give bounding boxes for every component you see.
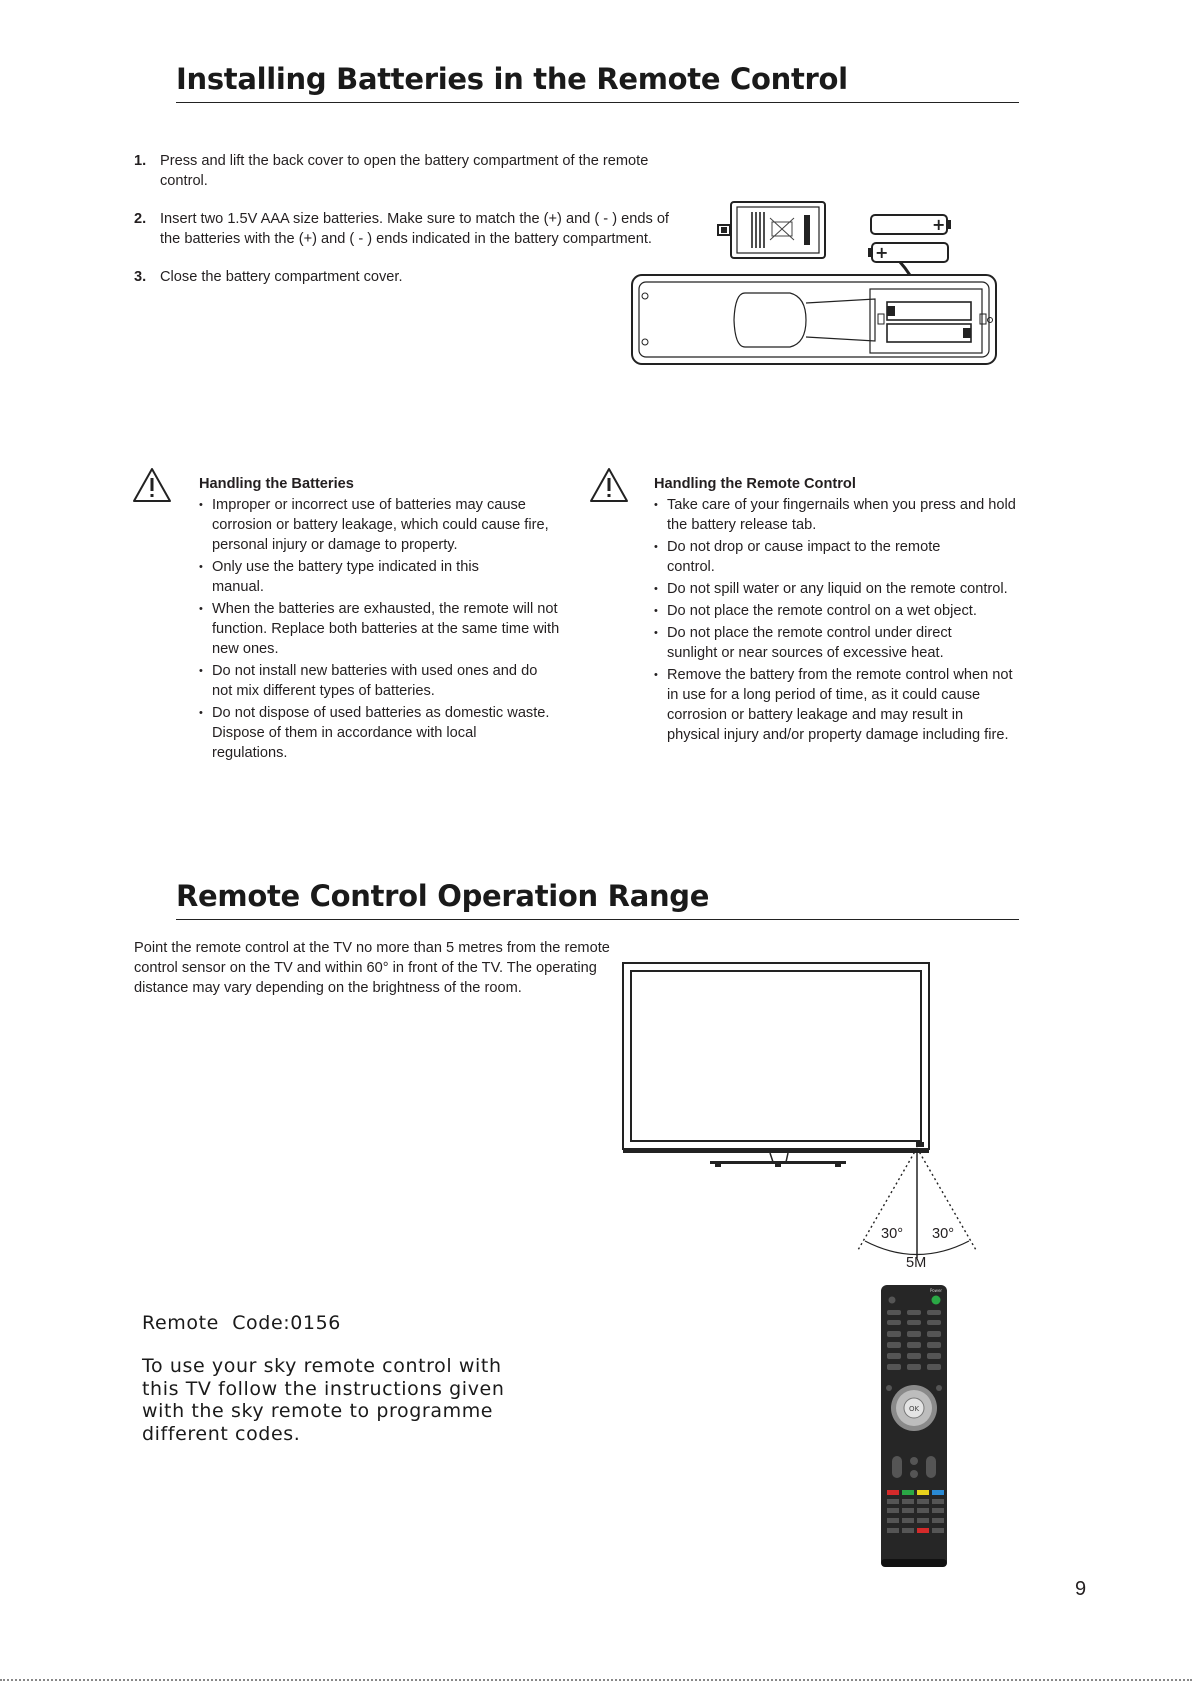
list-item: • Improper or incorrect use of batteries may cause corrosion or battery leakage, which could cause fire, personal injury or damage to property. [199, 495, 569, 555]
list-item: • Do not dispose of used batteries as domestic waste. Dispose of them in accordance with local regulations. [199, 703, 552, 763]
angle-label-right: 30° [932, 1226, 955, 1242]
warning-triangle-icon [132, 467, 172, 503]
step-item: 1. Press and lift the back cover to open the battery compartment of the remote control. [134, 153, 649, 189]
section-title-installing-batteries: Installing Batteries in the Remote Control [176, 62, 848, 96]
handling-batteries-block [199, 474, 569, 765]
handling-remote-block [654, 474, 1016, 747]
svg-text:Power: Power [929, 1288, 943, 1293]
section-title-operation-range: Remote Control Operation Range [176, 879, 710, 913]
list-item: • Do not drop or cause impact to the remote control. [654, 537, 977, 577]
angle-label-left: 30° [881, 1226, 904, 1242]
svg-text:+: + [932, 215, 946, 234]
red-button [887, 1490, 899, 1495]
list-item: • Take care of your fingernails when you press and hold the battery release tab. [654, 495, 1016, 535]
remote-back-illustration [630, 273, 1000, 368]
title-underline [176, 102, 1019, 103]
list-item: • When the batteries are exhausted, the remote will not function. Replace both batteries at the same time with new ones. [199, 599, 569, 659]
list-item: • Do not spill water or any liquid on the remote control. [654, 579, 1016, 599]
svg-text:OK: OK [908, 1405, 920, 1413]
page-number: 9 [1075, 1578, 1087, 1600]
handling-batteries-title: Handling the Batteries [199, 476, 354, 492]
battery-steps [134, 151, 694, 305]
handling-remote-title: Handling the Remote Control [654, 476, 856, 492]
power-button [932, 1296, 941, 1305]
list-item: • Do not install new batteries with used ones and do not mix different types of batteries. [199, 661, 557, 701]
operation-range-description: Point the remote control at the TV no more than 5 metres from the remote control sensor on the TV and within 60° in front of the TV. The operating distance may vary depending on the brightness of the room. [134, 940, 610, 996]
warning-triangle-icon [589, 467, 629, 503]
footer-divider [0, 1679, 1192, 1681]
step-item: 3. Close the battery compartment cover. [134, 269, 403, 285]
title-underline [176, 919, 1019, 920]
blue-button [932, 1490, 944, 1495]
list-item: • Do not place the remote control on a wet object. [654, 601, 1016, 621]
sky-remote-instructions: To use your sky remote control with this TV follow the instructions given with the sky remote to programme different codes. [142, 1355, 505, 1445]
yellow-button [917, 1490, 929, 1495]
remote-code: Remote Code:0156 [142, 1312, 341, 1334]
remote-control-image [880, 1284, 948, 1569]
list-item: • Only use the battery type indicated in this manual. [199, 557, 512, 597]
list-item: • Do not place the remote control under direct sunlight or near sources of excessive heat. [654, 623, 987, 663]
green-button [902, 1490, 914, 1495]
svg-text:+: + [875, 243, 889, 262]
step-item: 2. Insert two 1.5V AAA size batteries. Make sure to match the (+) and ( - ) ends of the batteries with the (+) and ( - ) ends indicated in the battery compartment. [134, 211, 669, 247]
list-item: • Remove the battery from the remote control when not in use for a long period of time, as it could cause corrosion or battery leakage and may result in physical injury and/or property damage including fire. [654, 665, 1016, 745]
distance-label: 5M [906, 1255, 927, 1271]
